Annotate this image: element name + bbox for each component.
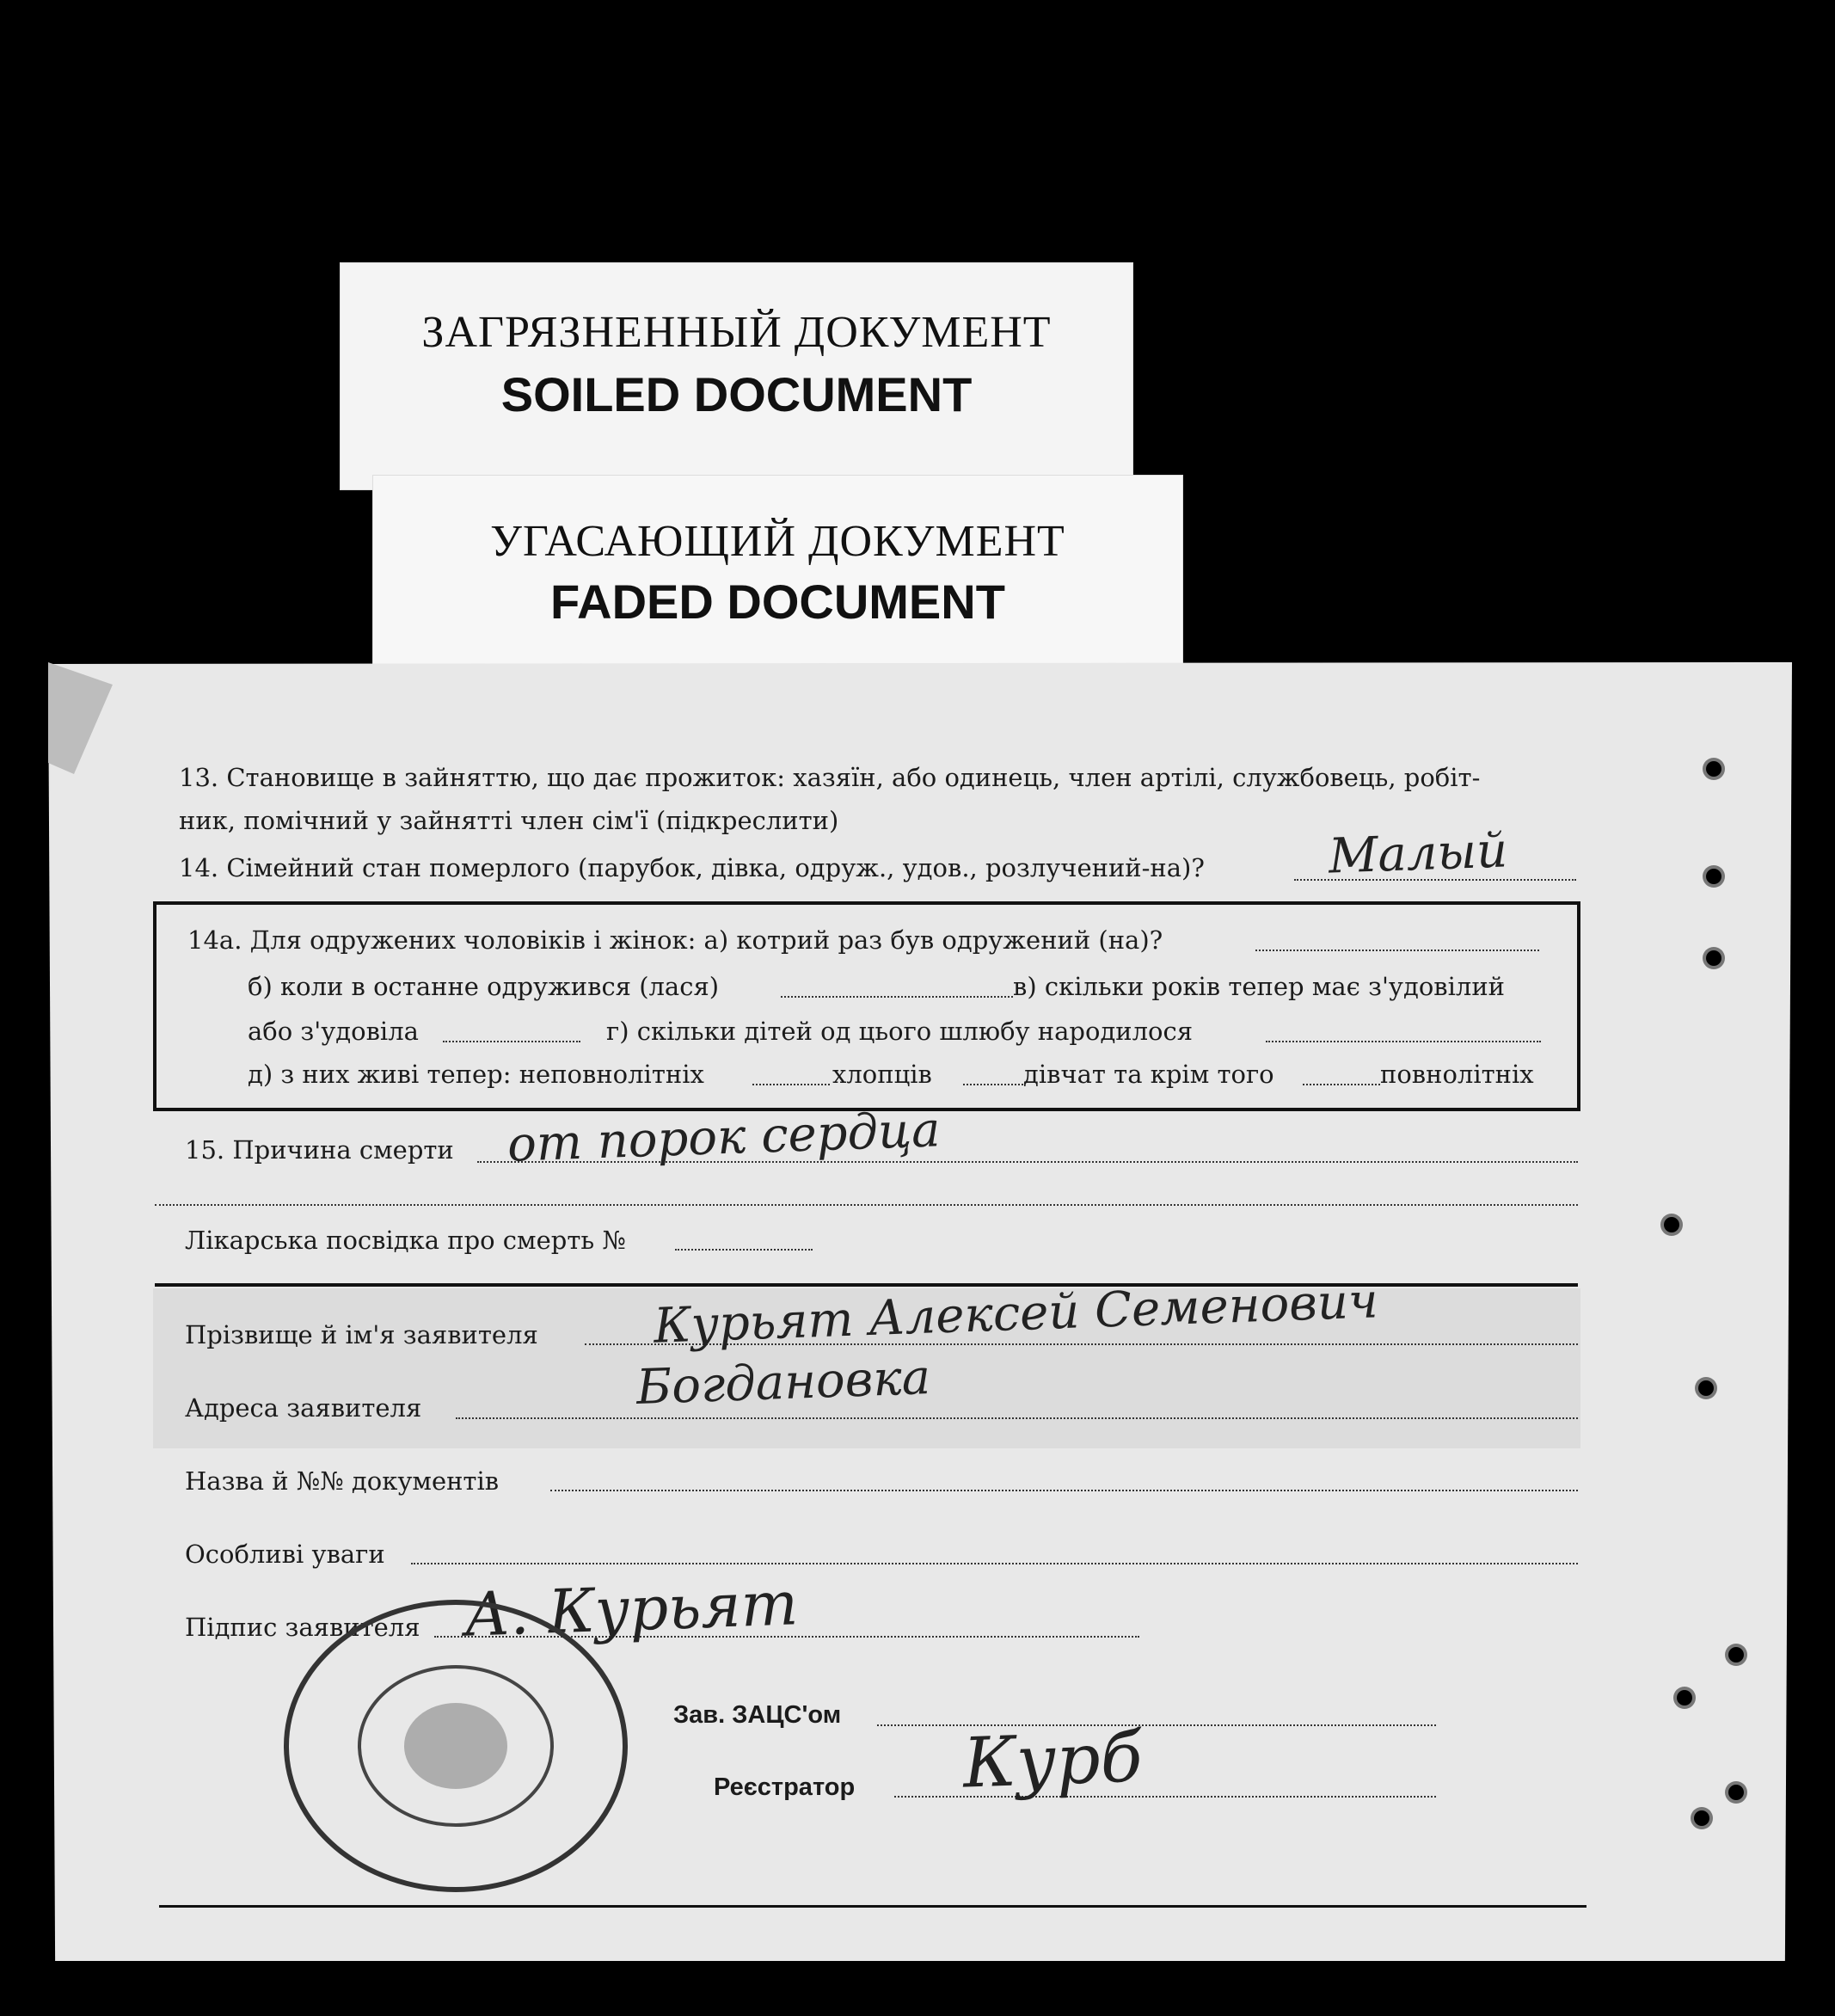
head-zags-label: Зав. ЗАЦС'ом bbox=[673, 1701, 842, 1729]
q15-cause-of-death: 15. Причина смерти bbox=[185, 1135, 454, 1165]
applicant-address-line bbox=[456, 1417, 1578, 1419]
q14a-boys: хлопців bbox=[832, 1060, 932, 1089]
faded-label-en: FADED DOCUMENT bbox=[550, 575, 1005, 629]
binding-hole bbox=[1706, 950, 1721, 966]
binding-hole bbox=[1706, 869, 1721, 884]
notes-line bbox=[411, 1563, 1578, 1564]
applicant-name-label: Прізвище й ім'я заявителя bbox=[185, 1320, 538, 1349]
seal-inner-ring bbox=[358, 1665, 554, 1827]
registrar-signature: Курб bbox=[961, 1717, 1144, 1804]
bottom-rule bbox=[159, 1905, 1586, 1908]
q14a-line1: 14а. Для одружених чоловіків і жінок: а) котрий раз був одружений (на)? bbox=[187, 925, 1163, 955]
q15-handwritten-answer: от порок сердца bbox=[506, 1102, 942, 1173]
med-cert-line bbox=[675, 1249, 813, 1251]
binding-hole bbox=[1728, 1647, 1744, 1663]
applicant-address-label: Адреса заявителя bbox=[185, 1393, 422, 1423]
q14a-adults: повнолітніх bbox=[1380, 1060, 1534, 1089]
signature-label: Підпис заявителя bbox=[185, 1613, 420, 1642]
binding-hole bbox=[1698, 1380, 1714, 1396]
applicant-address-handwritten: Богдановка bbox=[635, 1349, 932, 1416]
binding-hole bbox=[1677, 1690, 1692, 1706]
soiled-label-en: SOILED DOCUMENT bbox=[500, 367, 973, 421]
binding-hole bbox=[1728, 1785, 1744, 1800]
registrar-label: Реєстратор bbox=[714, 1773, 856, 1801]
q14a-abo: або з'удовіла bbox=[248, 1017, 419, 1046]
documents-label: Назва й №№ документів bbox=[185, 1466, 500, 1496]
q15-extra-line bbox=[155, 1204, 1578, 1206]
soiled-label-ru: ЗАГРЯЗНЕННЫЙ ДОКУМЕНТ bbox=[421, 308, 1052, 357]
medical-certificate: Лікарська посвідка про смерть № bbox=[185, 1226, 626, 1255]
q14-handwritten-answer: Малый bbox=[1327, 822, 1509, 885]
soiled-document-label bbox=[340, 262, 1133, 490]
faded-document-label bbox=[372, 475, 1183, 668]
binding-hole bbox=[1694, 1810, 1709, 1826]
q14a-d-line bbox=[752, 1084, 830, 1085]
q14a-d: д) з них живі тепер: неповнолітніх bbox=[248, 1060, 704, 1089]
applicant-name-handwritten: Курьят Алексей Семенович bbox=[653, 1273, 1379, 1355]
q14a-b: б) коли в останне одружився (лася) bbox=[248, 972, 720, 1001]
applicant-signature: А. Курьят bbox=[463, 1568, 800, 1650]
q14a-girls-line bbox=[1303, 1084, 1380, 1085]
q14a-girls: дівчат та крім того bbox=[1023, 1060, 1274, 1089]
q14a-b-line bbox=[781, 996, 1013, 998]
binding-hole bbox=[1664, 1217, 1679, 1232]
seal-emblem bbox=[404, 1703, 507, 1789]
q14a-v: в) скільки років тепер має з'удовілий bbox=[1013, 972, 1505, 1001]
notes-label: Особливі уваги bbox=[185, 1540, 385, 1569]
binding-hole bbox=[1706, 761, 1721, 777]
q14a-abo-line bbox=[443, 1041, 580, 1042]
q13-line2: ник, помічний у зайнятті член сім'ї (підкреслити) bbox=[179, 806, 839, 835]
documents-line bbox=[550, 1490, 1578, 1491]
q14-marital-status: 14. Сімейний стан померлого (парубок, дівка, одруж., удов., розлучений-на)? bbox=[179, 853, 1205, 882]
q13-line1: 13. Становище в зайняттю, що дає прожиток: хазяїн, або одинець, член артілі, службовець, робіт- bbox=[179, 763, 1481, 792]
q14a-g: г) скільки дітей од цього шлюбу народилося bbox=[606, 1017, 1194, 1046]
q14a-a-line bbox=[1255, 950, 1539, 951]
q14a-g-line bbox=[1266, 1041, 1541, 1042]
q14a-boys-line bbox=[963, 1084, 1023, 1085]
official-seal bbox=[284, 1600, 628, 1892]
faded-label-ru: УГАСАЮЩИЙ ДОКУМЕНТ bbox=[490, 517, 1065, 566]
